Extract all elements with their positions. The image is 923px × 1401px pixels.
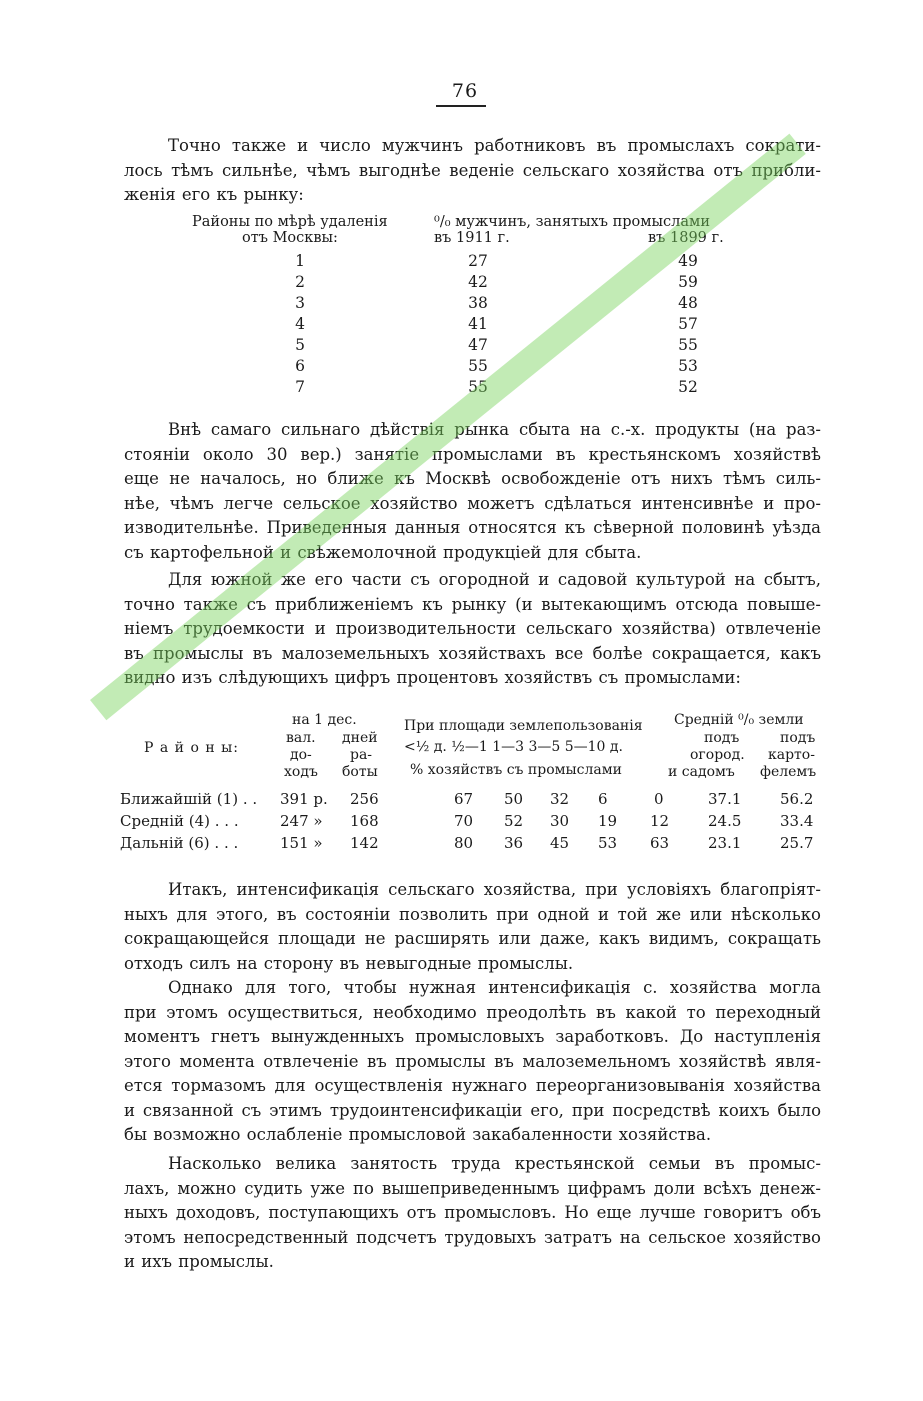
table1-1911: 38 [468,294,488,312]
table2-district-name: Средній (4) . . . [120,812,239,830]
table2-lt-half: 70 [454,812,474,830]
page-number-rule [436,105,486,107]
text-line: Итакъ, интенсификація сельскаго хозяйства, при условіяхъ благопріят- [168,880,821,899]
table2-header-gross-3: ходъ [284,764,318,780]
table1-1899: 49 [678,252,698,270]
table2-lt-half: 80 [454,834,474,852]
table2-3-5: 6 [598,790,608,808]
table2-header-potato-2: карто- [768,747,815,763]
table2-1-3: 30 [550,812,570,830]
table2-header-days-1: дней [342,730,378,746]
text-line: ніемъ трудоемкости и производительности сельскаго хозяйства) отвлеченіе [124,619,821,638]
table2-garden: 37.1 [708,790,742,808]
table1-header-districts: Районы по мѣрѣ удаленія [192,214,388,230]
table1-1911: 41 [468,315,488,333]
text-line: ныхъ для этого, въ состояніи позволить при одной и той же или нѣсколько [124,904,821,924]
paragraph-5 [124,976,821,1148]
text-line: при этомъ осуществиться, необходимо преодолѣть въ какой то переходный [124,1002,821,1022]
text-line: еще не началось, но ближе къ Москвѣ освобожденіе отъ нихъ тѣмъ силь- [124,469,821,488]
table2-gross: 247 » [280,812,323,830]
table2-district-name: Дальній (6) . . . [120,834,239,852]
text-line: лахъ, можно судить уже по вышеприведеннымъ цифрамъ доли всѣхъ денеж- [124,1178,821,1198]
table1-header-1899: въ 1899 г. [648,230,724,246]
table2-5-10: 0 [654,790,664,808]
text-line: бы возможно ослабленіе промысловой закабаленности хозяйства. [124,1125,712,1144]
table2-gross: 151 » [280,834,323,852]
table1-1899: 53 [678,357,698,375]
text-line: Точно также и число мужчинъ работниковъ въ промыслахъ сократи- [168,136,821,155]
table2-1-3: 32 [550,790,570,808]
table2-header-per-des: на 1 дес. [292,712,357,728]
table1-header-1911: въ 1911 г. [434,230,510,246]
text-line: Для южной же его части съ огородной и садовой культурой на сбытъ, [168,570,821,589]
text-line: въ промыслы въ малоземельныхъ хозяйствахъ все болѣе сокращается, какъ [124,643,821,663]
table2-half-1: 52 [504,812,524,830]
table2-days: 256 [350,790,379,808]
table2-header-gross-1: вал. [286,730,316,746]
table1-1911: 42 [468,273,488,291]
table2-1-3: 45 [550,834,570,852]
table2-5-10: 63 [650,834,670,852]
table2-potato: 33.4 [780,812,814,830]
table1-1911: 55 [468,357,488,375]
table1-1899: 59 [678,273,698,291]
text-line: Насколько велика занятость труда крестьянской семьи въ промыс- [168,1154,821,1173]
table2-garden: 23.1 [708,834,742,852]
table2-days: 142 [350,834,379,852]
table1-1899: 52 [678,378,698,396]
table1-1899: 48 [678,294,698,312]
table1-district: 1 [295,252,305,270]
paragraph-1 [124,134,821,208]
table1-header-from-moscow: отъ Москвы: [242,230,338,246]
table2-3-5: 19 [598,812,618,830]
text-line: моментъ гнетъ вынужденныхъ промысловыхъ заработковъ. До наступленія [124,1027,821,1046]
table1-district: 4 [295,315,305,333]
text-line: ныхъ доходовъ, поступающихъ отъ промысловъ. Но еще лучше говоритъ объ [124,1203,821,1222]
text-line: ется тормазомъ для осуществленія нужнаго переорганизовыванія хозяйства [124,1076,821,1095]
table2-header-districts: Р а й о н ы: [144,740,239,756]
table1-district: 7 [295,378,305,396]
table2-district-name: Ближайшій (1) . . [120,790,258,808]
table2-header-area: При площади землепользованія [404,718,643,734]
table2-header-gross-2: до- [290,747,312,763]
text-line: сокращающейся площади не расширять или даже, какъ видимъ, сокращать [124,929,821,948]
paragraph-4 [124,878,821,976]
paragraph-2 [124,418,821,565]
table2-garden: 24.5 [708,812,742,830]
table1-district: 6 [295,357,305,375]
table2-gross: 391 р. [280,790,328,808]
table2-potato: 25.7 [780,834,814,852]
table1-1899: 55 [678,336,698,354]
table2-header-garden-2: огород. [690,747,745,763]
table2-header-avg: Средній ⁰/₀ земли [674,712,804,728]
page-number: 76 [451,80,479,102]
table1-district: 3 [295,294,305,312]
table2-header-potato-3: фелемъ [760,764,817,780]
text-line: лось тѣмъ сильнѣе, чѣмъ выгоднѣе веденіе сельскаго хозяйства отъ прибли- [124,160,821,180]
table1-1899: 57 [678,315,698,333]
table2-days: 168 [350,812,379,830]
table2-header-days-2: ра- [350,747,373,763]
table1-1911: 27 [468,252,488,270]
text-line: нѣе, чѣмъ легче сельское хозяйство можетъ сдѣлаться интенсивнѣе и про- [124,493,821,513]
table2-header-garden-1: подъ [704,730,740,746]
table1-1911: 47 [468,336,488,354]
table1-district: 2 [295,273,305,291]
text-line: стояніи около 30 вер.) занятіе промыслами въ крестьянскомъ хозяйствѣ [124,444,821,464]
table2-half-1: 36 [504,834,524,852]
table1-1911: 55 [468,378,488,396]
table2-lt-half: 67 [454,790,474,808]
table2-header-days-3: боты [342,764,378,780]
paragraph-6 [124,1152,821,1275]
paragraph-3 [124,568,821,691]
table2-3-5: 53 [598,834,618,852]
text-line: и ихъ промыслы. [124,1252,274,1271]
text-line: и связанной съ этимъ трудоинтенсификаціи его, при посредствѣ коихъ было [124,1100,821,1120]
text-line: женія его къ рынку: [124,185,304,204]
text-line: изводительнѣе. Приведенныя данныя относятся къ сѣверной половинѣ уѣзда [124,518,821,537]
table2-half-1: 50 [504,790,524,808]
table1-header-pct-men: ⁰/₀ мужчинъ, занятыхъ промыслами [434,214,710,230]
text-line: Однако для того, чтобы нужная интенсификація с. хозяйства могла [168,978,821,997]
table2-header-pct: % хозяйствъ съ промыслами [410,762,622,778]
table2-potato: 56.2 [780,790,814,808]
table2-header-area-ranges: <½ д. ½—1 1—3 3—5 5—10 д. [404,739,623,755]
table2-header-garden-3: и садомъ [668,764,735,780]
text-line: этого момента отвлеченіе въ промыслы въ малоземельномъ хозяйствѣ явля- [124,1051,821,1071]
text-line: видно изъ слѣдующихъ цифръ процентовъ хозяйствъ съ промыслами: [124,668,741,687]
table2-5-10: 12 [650,812,670,830]
text-line: отходъ силъ на сторону въ невыгодные промыслы. [124,953,574,973]
text-line: этомъ непосредственный подсчетъ трудовыхъ затратъ на сельское хозяйство [124,1227,821,1247]
table2-header-potato-1: подъ [780,730,816,746]
text-line: съ картофельной и свѣжемолочной продукціей для сбыта. [124,542,642,562]
text-line: точно также съ приближеніемъ къ рынку (и вытекающимъ отсюда повыше- [124,594,821,614]
table1-district: 5 [295,336,305,354]
text-line: Внѣ самаго сильнаго дѣйствія рынка сбыта на с.-х. продукты (на раз- [168,420,821,439]
